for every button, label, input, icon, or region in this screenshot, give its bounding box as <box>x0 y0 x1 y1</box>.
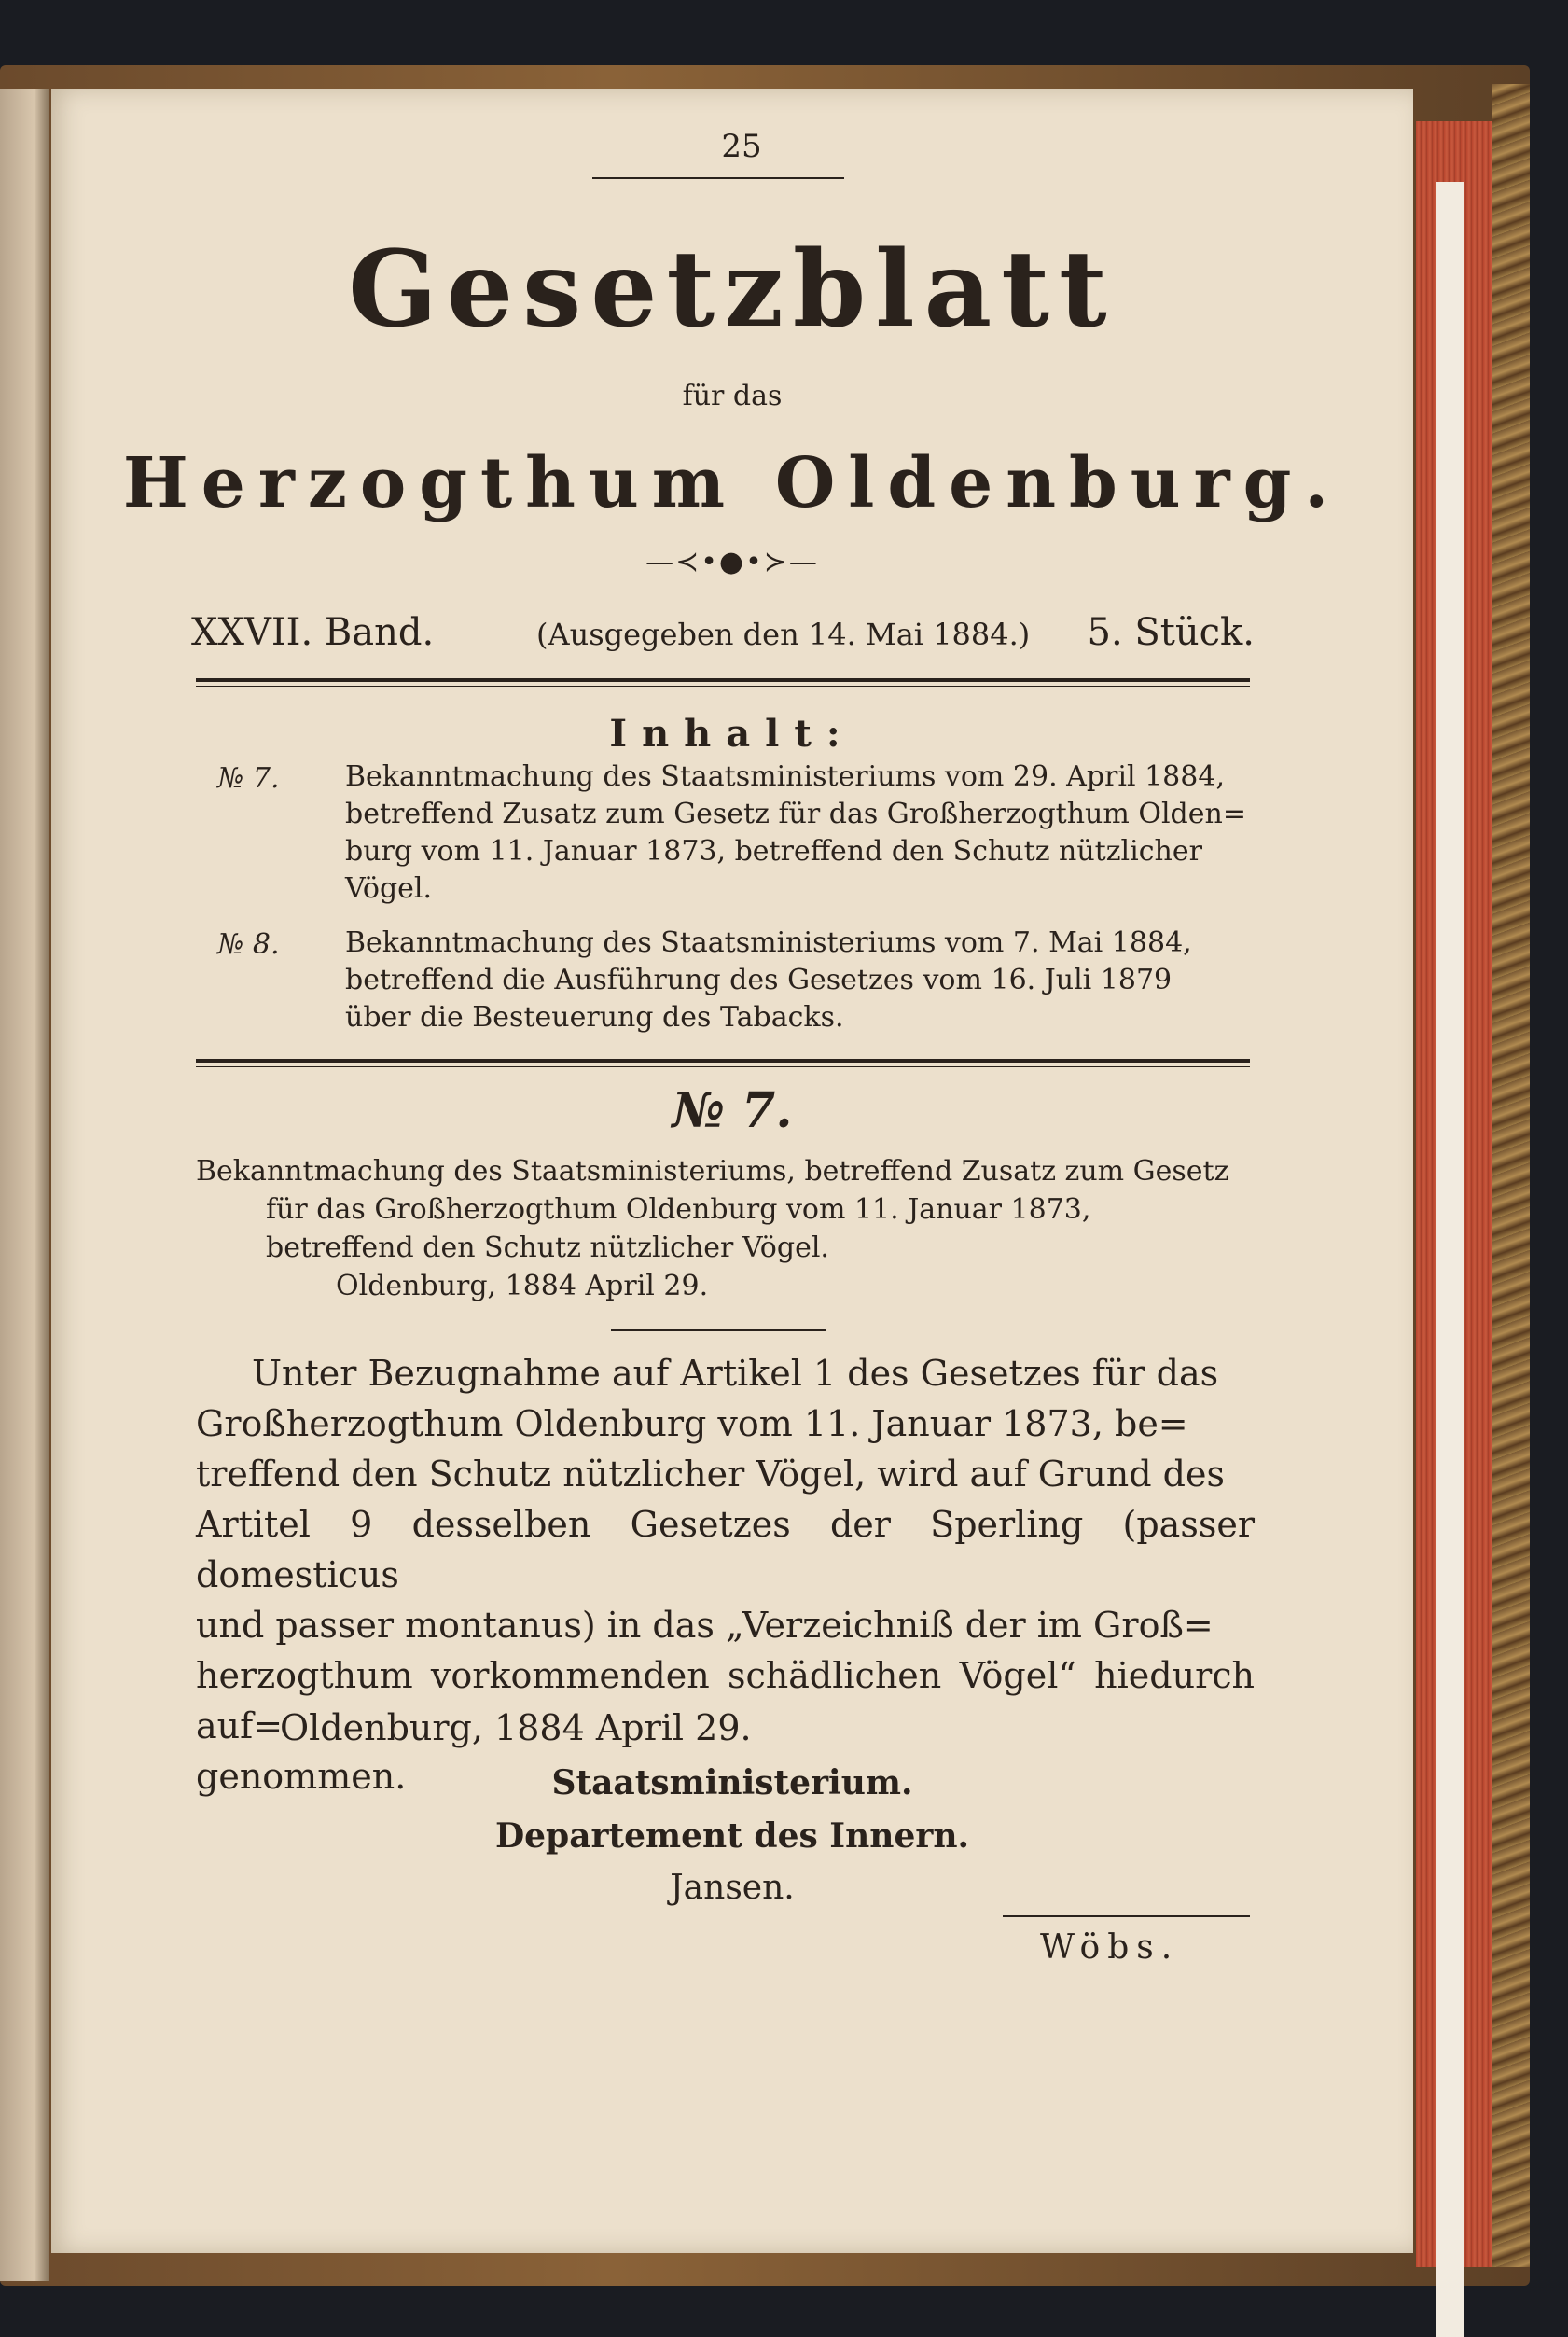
part-number: 5. Stück. <box>1087 611 1255 654</box>
body-line: genommen. <box>196 1756 407 1797</box>
double-rule-top-thin <box>196 686 1250 687</box>
signature-name: Jansen. <box>670 1869 795 1907</box>
toc-line: Vögel. <box>345 872 433 905</box>
toc-line: über die Besteuerung des Tabacks. <box>345 1001 844 1034</box>
body-line: treffend den Schutz nützlicher Vögel, wird auf Grund des <box>196 1454 1225 1495</box>
document-number: № 7. <box>672 1082 793 1139</box>
publication-title: Gesetzblatt <box>348 229 1117 351</box>
issue-line <box>191 611 1255 658</box>
double-rule-bottom <box>196 1059 1250 1063</box>
issue-date: (Ausgegeben den 14. Mai 1884.) <box>536 617 1031 652</box>
document-heading <box>196 1152 1250 1305</box>
page-number-rule <box>592 177 844 179</box>
heading-line: Bekanntmachung des Staatsministeriums, betreffend Zusatz zum Gesetz <box>196 1155 1229 1188</box>
place-date: Oldenburg, 1884 April 29. <box>280 1707 752 1748</box>
marbled-cover-edge <box>1492 84 1530 2267</box>
volume-label: XXVII. Band. <box>191 611 435 654</box>
toc-line: Bekanntmachung des Staatsministeriums vom 29. April 1884, <box>345 760 1225 793</box>
heading-line: für das Großherzogthum Oldenburg vom 11. Januar 1873, <box>266 1193 1091 1226</box>
toc-line: burg vom 11. Januar 1873, betreffend den Schutz nützlicher <box>345 835 1202 868</box>
page-margin-edge <box>1436 182 1464 2337</box>
countersign-name: Wöbs. <box>1040 1928 1180 1967</box>
title-connector: für das <box>682 380 783 412</box>
contents-heading: Inhalt: <box>609 712 855 756</box>
facing-page-edge <box>0 89 49 2281</box>
toc-entry-number: № 8. <box>217 928 280 961</box>
body-line: Artitel 9 desselben Gesetzes der Sperling (passer domesticus <box>196 1504 1255 1595</box>
heading-line: betreffend den Schutz nützlicher Vögel. <box>266 1231 829 1264</box>
toc-entry <box>345 925 1250 1036</box>
signature-department: Departement des Innern. <box>494 1816 970 1856</box>
double-rule-top <box>196 678 1250 682</box>
toc-entry-number: № 7. <box>217 762 280 795</box>
publication-subtitle: Herzogthum Oldenburg. <box>122 443 1342 523</box>
book-page <box>51 89 1413 2253</box>
body-line: und passer montanus) in das „Verzeichniß der im Groß= <box>196 1605 1214 1646</box>
title-ornament: —≺•●•≻— <box>645 546 819 578</box>
double-rule-bottom-thin <box>196 1066 1250 1067</box>
toc-entry <box>345 758 1250 908</box>
body-line: Unter Bezugnahme auf Artikel 1 des Gesetzes für das <box>252 1353 1219 1394</box>
signature-ministry: Staatsministerium. <box>551 1763 913 1802</box>
toc-line: betreffend Zusatz zum Gesetz für das Großherzogthum Olden= <box>345 798 1246 830</box>
toc-line: betreffend die Ausführung des Gesetzes vom 16. Juli 1879 <box>345 964 1173 996</box>
section-rule <box>611 1329 826 1331</box>
body-line: herzogthum vorkommenden schädlichen Vögel“ hiedurch auf= <box>196 1655 1255 1746</box>
toc-line: Bekanntmachung des Staatsministeriums vom 7. Mai 1884, <box>345 926 1192 959</box>
countersign-rule <box>1003 1915 1250 1917</box>
page-number: 25 <box>721 128 762 165</box>
body-line: Großherzogthum Oldenburg vom 11. Januar 1873, be= <box>196 1403 1188 1444</box>
heading-line: Oldenburg, 1884 April 29. <box>336 1270 709 1302</box>
